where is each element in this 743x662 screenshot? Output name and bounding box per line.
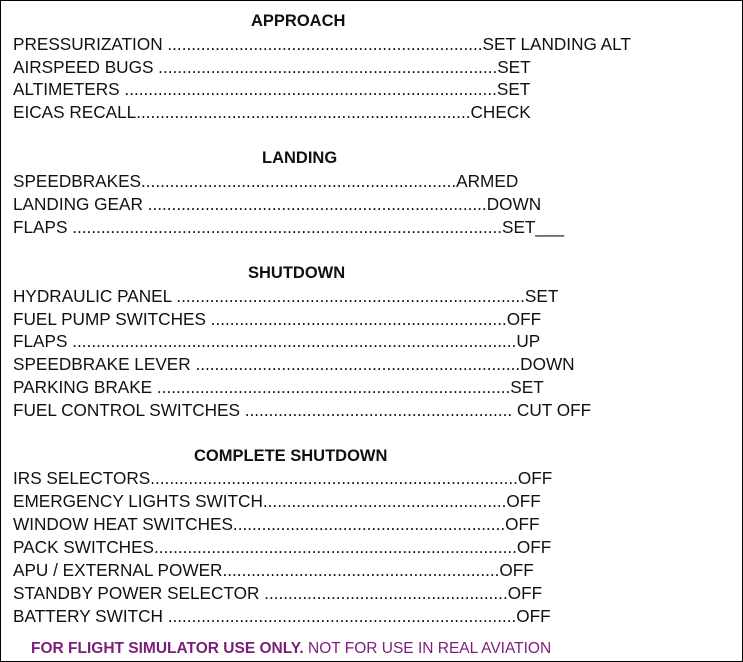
section-heading-complete-shutdown: COMPLETE SHUTDOWN — [194, 447, 388, 465]
checklist-item-parking-brake: PARKING BRAKE ..........................................................................SET — [13, 377, 544, 397]
checklist-item-apu-external-power: APU / EXTERNAL POWER..........................................................OFF — [13, 560, 534, 580]
checklist-item-flaps-landing: FLAPS ..........................................................................................SET___ — [13, 217, 565, 237]
disclaimer-footer — [31, 639, 551, 659]
checklist-item-speedbrakes: SPEEDBRAKES..................................................................ARMED — [13, 171, 519, 191]
checklist-item-battery-switch: BATTERY SWITCH .........................................................................OFF — [13, 606, 551, 626]
checklist-item-speedbrake-lever: SPEEDBRAKE LEVER ....................................................................DOWN — [13, 354, 575, 374]
checklist-item-fuel-pump-switches: FUEL PUMP SWITCHES ..............................................................OFF — [13, 309, 542, 329]
checklist-item-pack-switches: PACK SWITCHES............................................................................OFF — [13, 537, 552, 557]
checklist-item-pressurization: PRESSURIZATION ..................................................................SET LANDING ALT — [13, 34, 631, 54]
section-heading-landing: LANDING — [262, 149, 338, 167]
checklist-item-altimeters: ALTIMETERS ..............................................................................SET — [13, 79, 531, 99]
disclaimer-regular-text: NOT FOR USE IN REAL AVIATION — [303, 640, 552, 657]
checklist-item-emergency-lights-switch: EMERGENCY LIGHTS SWITCH...................................................OFF — [13, 491, 541, 511]
checklist-item-irs-selectors: IRS SELECTORS.............................................................................OFF — [13, 468, 553, 488]
section-heading-approach: APPROACH — [251, 12, 346, 30]
checklist-item-airspeed-bugs: AIRSPEED BUGS .......................................................................SET — [13, 57, 531, 77]
checklist-item-hydraulic-panel: HYDRAULIC PANEL .........................................................................SET — [13, 286, 559, 306]
section-heading-shutdown: SHUTDOWN — [248, 264, 346, 282]
checklist-item-window-heat-switches: WINDOW HEAT SWITCHES.........................................................OFF — [13, 514, 540, 534]
checklist-item-standby-power-selector: STANDBY POWER SELECTOR ...................................................OFF — [13, 583, 543, 603]
checklist-item-flaps-shutdown: FLAPS .............................................................................................UP — [13, 331, 541, 351]
checklist-item-fuel-control-switches: FUEL CONTROL SWITCHES ........................................................ CUT OFF — [13, 400, 592, 420]
disclaimer-bold-text: FOR FLIGHT SIMULATOR USE ONLY. — [31, 640, 304, 657]
checklist-item-eicas-recall: EICAS RECALL......................................................................CHECK — [13, 102, 531, 122]
checklist-item-landing-gear: LANDING GEAR .......................................................................DOWN — [13, 194, 542, 214]
